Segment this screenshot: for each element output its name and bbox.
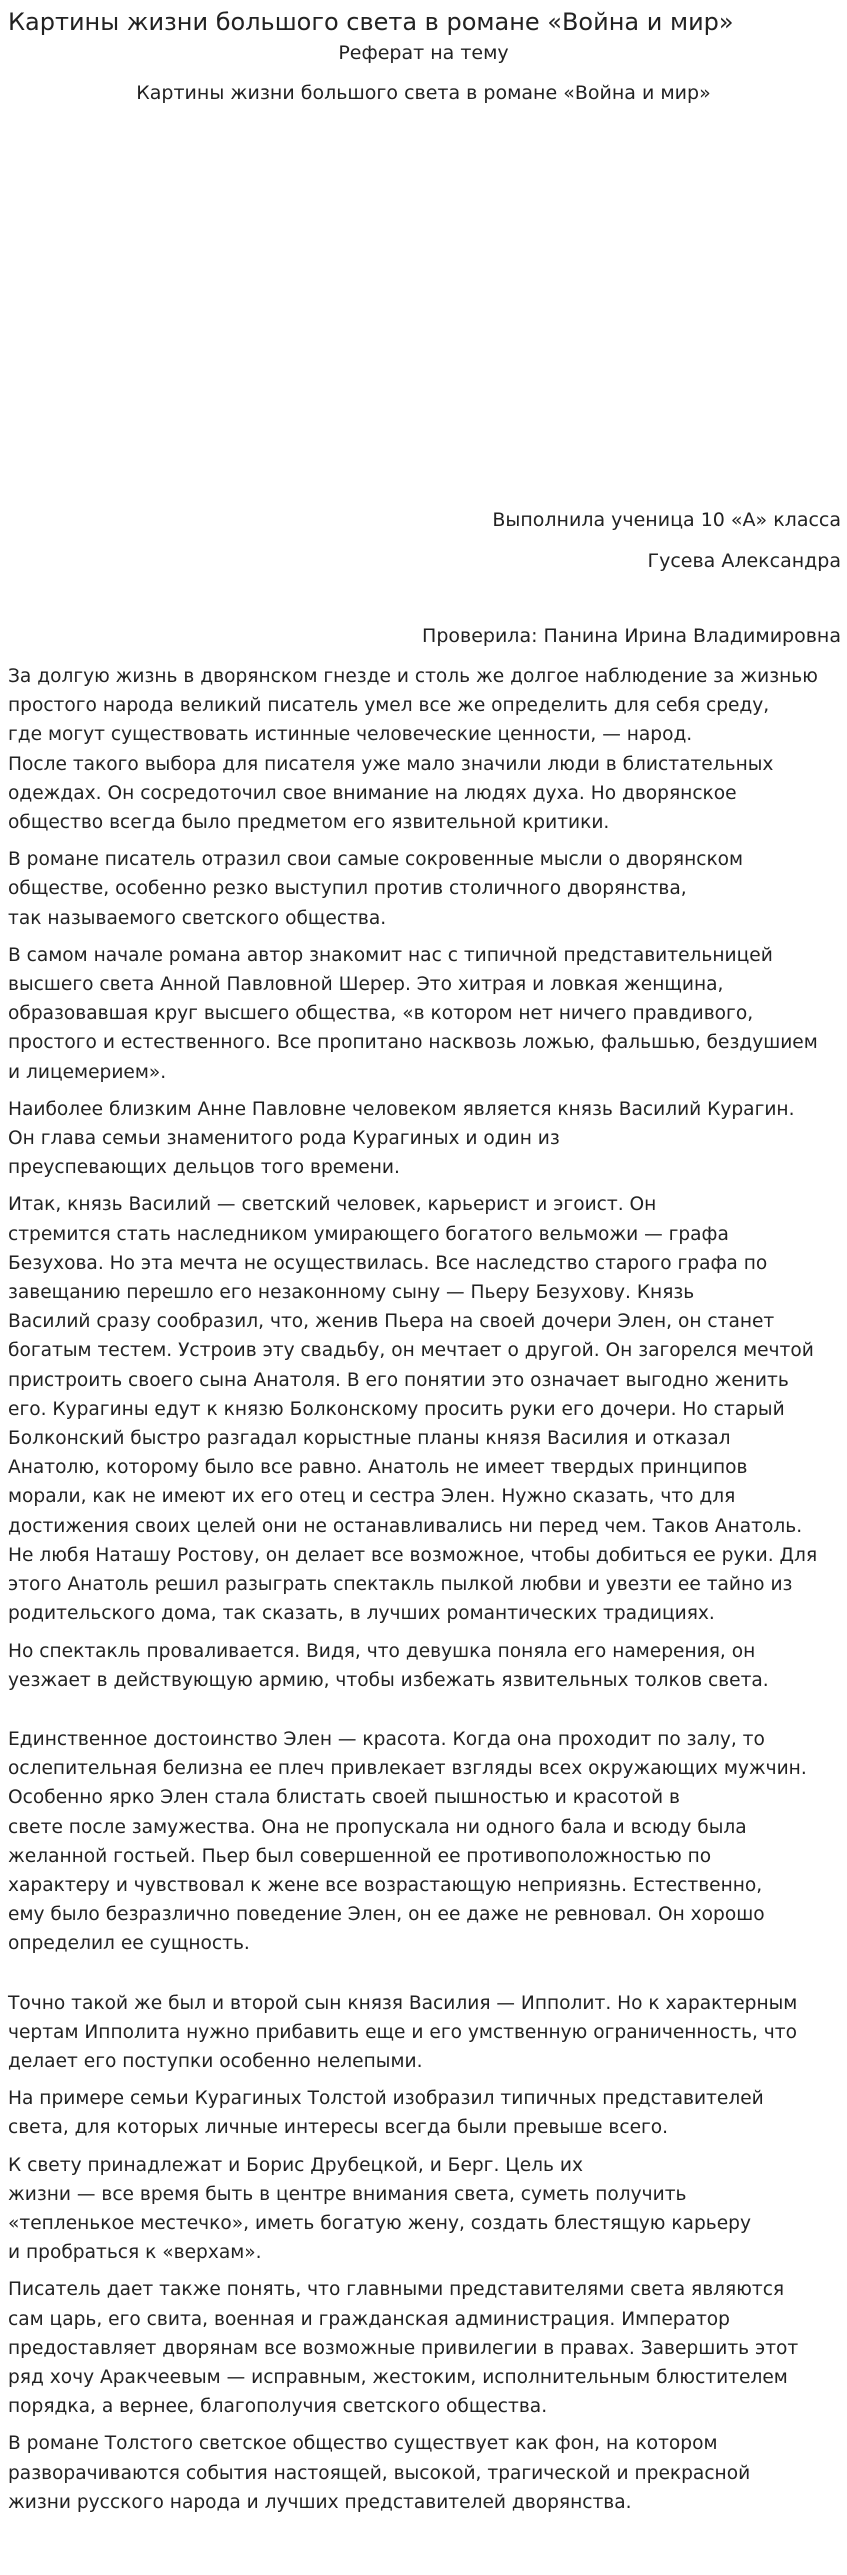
paragraph-line: Особенно ярко Элен стала блистать своей пышностью и красотой в [8,1787,680,1809]
paragraph-line: На примере семьи Курагиных Толстой изобразил типичных представителей [8,2088,764,2110]
paragraph-line: преуспевающих дельцов того времени. [8,1157,400,1179]
paragraph-line: В самом начале романа автор знакомит нас с типичной представительницей [8,944,773,966]
paragraph [8,662,843,837]
paragraph-line: жизни — все время быть в центре внимания света, суметь получить [8,2183,687,2205]
paragraph-line: Болконский быстро разгадал корыстные планы князя Василия и отказал [8,1428,731,1450]
paragraph-line: Писатель дает также понять, что главными представителями света являются [8,2279,785,2301]
paragraph-line: простого народа великий писатель умел все же определить для себя среду, [8,695,770,717]
paragraph [8,2151,843,2268]
page-title: Картины жизни большого света в романе «Война и мир» [8,8,734,36]
paragraph [8,2429,843,2517]
paragraph [8,1637,843,1695]
paragraph [8,1989,843,2077]
paragraph-line: богатым тестем. Устроив эту свадьбу, он мечтает о другой. Он загорелся мечтой [8,1340,814,1362]
paragraph-line: ряд хочу Аракчеевым — исправным, жестоким, исполнительным блюстителем [8,2366,788,2388]
paragraph-line: уезжает в действующую армию, чтобы избежать язвительных толков света. [8,1669,769,1691]
paragraph-line: свете после замужества. Она не пропускала ни одного бала и всюду была [8,1816,747,1838]
paragraph-line: За долгую жизнь в дворянском гнезде и столь же долгое наблюдение за жизнью [8,666,818,687]
paragraph [8,1095,843,1183]
paragraph-line: общество всегда было предметом его язвительной критики. [8,812,610,834]
paragraph-line: Безухова. Но эта мечта не осуществилась. Все наследство старого графа по [8,1252,768,1274]
paragraph [8,2084,843,2142]
paragraph-line: В романе Толстого светское общество существует как фон, на котором [8,2433,718,2455]
paragraph-line: делает его поступки особенно нелепыми. [8,2050,423,2072]
essay-body [8,662,843,2525]
paragraph-line: так называемого светского общества. [8,907,387,929]
paragraph-line: высшего света Анной Павловной Шерер. Это хитрая и ловкая женщина, [8,974,724,996]
paragraph-line: желанной гостьей. Пьер был совершенной ее противоположностью по [8,1845,712,1867]
paragraph-line: и лицемерием». [8,1061,167,1083]
paragraph [8,2275,843,2421]
paragraph-line: морали, как не имеют их его отец и сестра Элен. Нужно сказать, что для [8,1486,736,1508]
paragraph-line: В романе писатель отразил свои самые сокровенные мысли о дворянском [8,849,744,871]
paragraph-line: образовавшая круг высшего общества, «в котором нет ничего правдивого, [8,1003,754,1025]
paragraph-line: характеру и чувствовал к жене все возрастающую неприязнь. Естественно, [8,1874,763,1896]
paragraph-line: Не любя Наташу Ростову, он делает все возможное, чтобы добиться ее руки. Для [8,1544,818,1566]
paragraph [8,1725,843,1959]
paragraph-line: ослепительная белизна ее плеч привлекает взгляды всех окружающих мужчин. [8,1758,807,1780]
paragraph [8,845,843,933]
essay-subtitle: Реферат на тему [338,42,509,64]
paragraph-line: света, для которых личные интересы всегда были превыше всего. [8,2117,669,2139]
paragraph-line: простого и естественного. Все пропитано насквозь ложью, фальшью, бездушием [8,1032,818,1054]
paragraph-line: разворачиваются события настоящей, высокой, трагической и прекрасной [8,2462,751,2484]
paragraph-spacer [8,1703,843,1725]
paragraph-line: пристроить своего сына Анатоля. В его понятии это означает выгодно женить [8,1369,789,1391]
paragraph-line: где могут существовать истинные человеческие ценности, — народ. [8,724,693,746]
paragraph-line: порядка, а вернее, благополучия светского общества. [8,2396,548,2418]
paragraph-line: родительского дома, так сказать, в лучших романтических традициях. [8,1603,715,1625]
essay-topic: Картины жизни большого света в романе «Война и мир» [136,82,711,104]
paragraph-spacer [8,1967,843,1989]
paragraph-line: этого Анатоль решил разыграть спектакль пылкой любви и увезти ее тайно из [8,1574,793,1596]
paragraph-line: Наиболее близким Анне Павловне человеком является князь Василий Курагин. [8,1098,795,1120]
paragraph-line: предоставляет дворянам все возможные привилегии в правах. Завершить этот [8,2337,799,2359]
paragraph-line: его. Курагины едут к князю Болконскому просить руки его дочери. Но старый [8,1398,785,1420]
paragraph-line: чертам Ипполита нужно прибавить еще и его умственную ограниченность, что [8,2021,797,2043]
paragraph-line: Он глава семьи знаменитого рода Курагиных и один из [8,1128,560,1150]
paragraph-line: Точно такой же был и второй сын князя Василия — Ипполит. Но к характерным [8,1992,798,2014]
author-line: Выполнила ученица 10 «А» класса [492,509,841,531]
paragraph-line: Но спектакль проваливается. Видя, что девушка поняла его намерения, он [8,1640,756,1662]
paragraph-line: завещанию перешло его незаконному сыну — Пьеру Безухову. Князь [8,1282,695,1304]
paragraph-line: и пробраться к «верхам». [8,2242,262,2264]
paragraph-line: Анатолю, которому было все равно. Анатоль не имеет твердых принципов [8,1457,748,1479]
paragraph-line: стремится стать наследником умирающего богатого вельможи — графа [8,1223,729,1245]
paragraph-line: Единственное достоинство Элен — красота. Когда она проходит по залу, то [8,1728,765,1750]
paragraph-line: ему было безразлично поведение Элен, он ее даже не ревновал. Он хорошо [8,1904,765,1926]
paragraph-line: После такого выбора для писателя уже мало значили люди в блистательных [8,753,774,775]
paragraph-line: Василий сразу сообразил, что, женив Пьера на своей дочери Элен, он станет [8,1311,775,1333]
paragraph-line: К свету принадлежат и Борис Друбецкой, и Берг. Цель их [8,2154,583,2176]
author-name: Гусева Александра [647,550,841,572]
paragraph-line: Итак, князь Василий — светский человек, карьерист и эгоист. Он [8,1194,657,1216]
paragraph-line: определил ее сущность. [8,1933,250,1955]
paragraph-line: одеждах. Он сосредоточил свое внимание на людях духа. Но дворянское [8,782,737,804]
paragraph-line: обществе, особенно резко выступил против столичного дворянства, [8,878,687,900]
paragraph-line: сам царь, его свита, военная и гражданская администрация. Император [8,2308,730,2330]
paragraph [8,1190,843,1628]
reviewer-line: Проверила: Панина Ирина Владимировна [422,625,841,647]
paragraph-line: «тепленькое местечко», иметь богатую жену, создать блестящую карьеру [8,2212,751,2234]
paragraph-line: достижения своих целей они не останавливались ни перед чем. Таков Анатоль. [8,1515,803,1537]
paragraph [8,941,843,1087]
paragraph-line: жизни русского народа и лучших представителей дворянства. [8,2491,632,2513]
